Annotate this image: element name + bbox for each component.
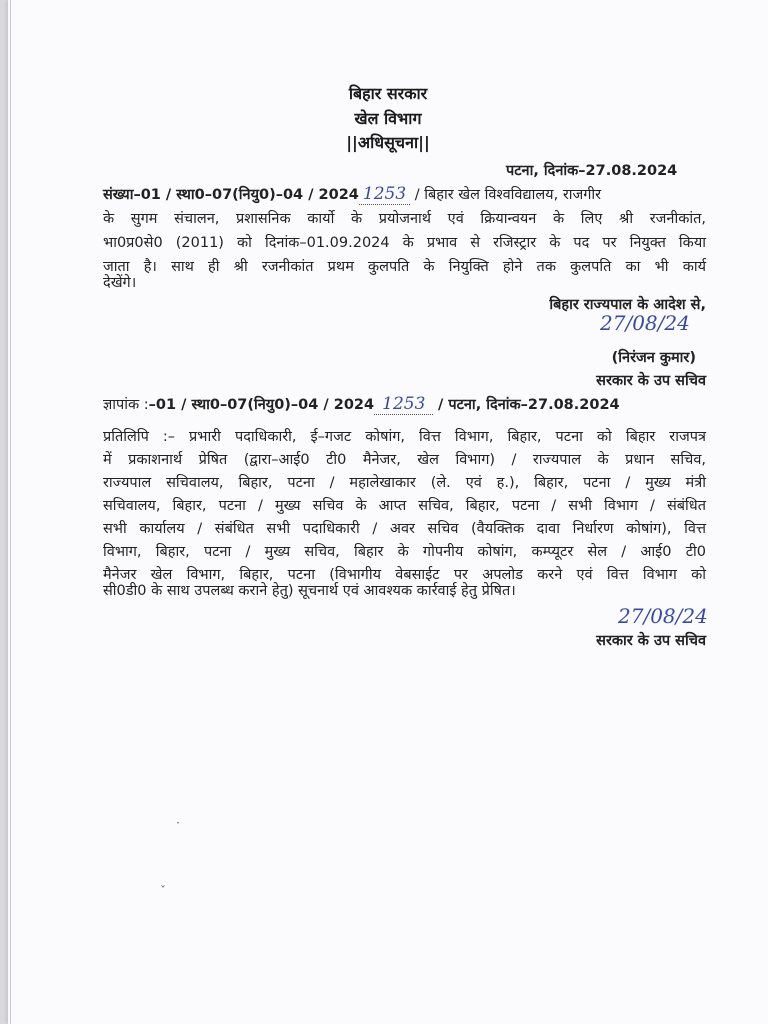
stray-mark-dot: · xyxy=(176,816,180,830)
copy-line-3: राज्यपाल सचिवालय, बिहार, पटना / महालेखाकार (ले. एवं ह.), बिहार, पटना / मुख्य मंत्री xyxy=(103,475,706,491)
copy-line-5: सभी कार्यालय / संबंधित सभी पदाधिकारी / अवर सचिव (वैयक्तिक दावा निर्धारण कोषांग), वित्त xyxy=(103,521,706,537)
signatory-designation: सरकार के उप सचिव xyxy=(596,373,706,389)
signatory-name: (निरंजन कुमार) xyxy=(611,350,696,366)
notification-title: ||अधिसूचना|| xyxy=(346,133,430,152)
memo-ref-suffix: / पटना, दिनांक–27.08.2024 xyxy=(438,397,620,413)
stray-mark-tick: ˇ xyxy=(160,884,166,898)
order-line-4: देखेंगे। xyxy=(103,275,137,291)
copy-line-1: प्रतिलिपि :– प्रभारी पदाधिकारी, ई–गजट कोषांग, वित्त विभाग, बिहार, पटना को बिहार राजपत्र xyxy=(103,429,706,445)
copy-line-6: विभाग, बिहार, पटना / मुख्य सचिव, बिहार के गोपनीय कोषांग, कम्प्यूटर सेल / आई0 टी0 xyxy=(103,544,706,560)
signature-2: 27/08/24 xyxy=(618,604,708,628)
signature-1: 27/08/24 xyxy=(600,311,690,335)
order-ref-line xyxy=(103,185,706,204)
by-order-text: बिहार राज्यपाल के आदेश से, xyxy=(549,297,706,313)
memo-ref-handwritten: 1253 xyxy=(374,394,433,415)
page-edge xyxy=(10,0,11,1024)
order-line-1: के सुगम संचालन, प्रशासनिक कार्यो के प्रयोजनार्थ एवं क्रियान्वयन के लिए श्री रजनीकांत, xyxy=(103,211,706,227)
order-ref-suffix: / बिहार खेल विश्वविद्यालय, राजगीर xyxy=(414,187,602,203)
document-page xyxy=(8,0,768,1024)
closing-designation: सरकार के उप सचिव xyxy=(596,633,706,649)
order-line-3: जाता है। साथ ही श्री रजनीकांत प्रथम कुलपति के नियुक्ति होने तक कुलपति का भी कार्य xyxy=(103,259,706,275)
order-ref-number: संख्या–01 / स्था0–07(नियु0)–04 / 2024 xyxy=(103,187,359,203)
memo-ref-label: ज्ञापांक : xyxy=(103,397,149,413)
govt-title: बिहार सरकार xyxy=(348,84,428,103)
memo-ref-number: –01 / स्था0–07(नियु0)–04 / 2024 xyxy=(148,397,375,413)
order-line-2: भा0प्र0से0 (2011) को दिनांक–01.09.2024 के प्रभाव से रजिस्ट्रार के पद पर नियुक्त किया xyxy=(103,235,706,251)
memo-ref-line xyxy=(103,395,706,414)
copy-line-7: मैनेजर खेल विभाग, बिहार, पटना (विभागीय वेबसाईट पर अपलोड करने एवं वित्त विभाग को xyxy=(103,567,706,583)
copy-line-8: सी0डी0 के साथ उपलब्ध कराने हेतु) सूचनार्थ एवं आवश्यक कार्रवाई हेतु प्रेषित। xyxy=(103,583,516,599)
department-title: खेल विभाग xyxy=(354,109,422,128)
place-date: पटना, दिनांक–27.08.2024 xyxy=(506,163,678,179)
copy-line-4: सचिवालय, बिहार, पटना / मुख्य सचिव के आप्त सचिव, बिहार, पटना / सभी विभाग / संबंधित xyxy=(103,498,706,514)
order-ref-handwritten: 1253 xyxy=(359,184,410,205)
copy-line-2: में प्रकाशनार्थ प्रेषित (द्वारा–आई0 टी0 मैनेजर, खेल विभाग) / राज्यपाल के प्रधान सचिव, xyxy=(103,452,706,468)
